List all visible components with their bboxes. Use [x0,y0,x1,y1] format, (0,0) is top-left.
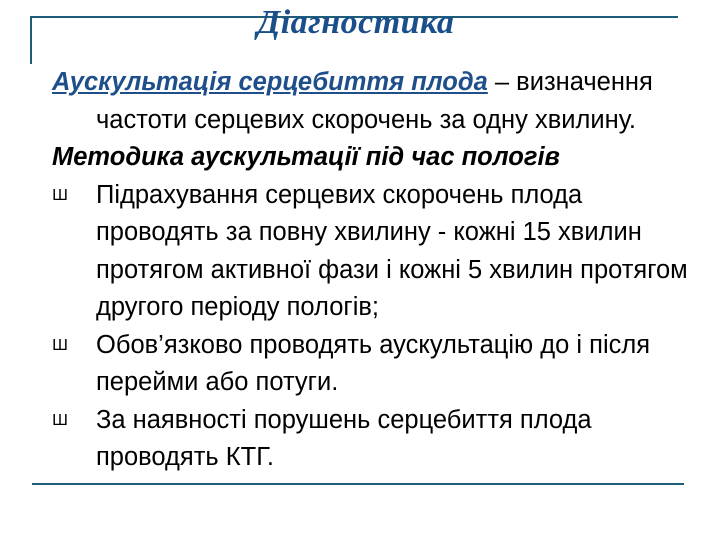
bullet-item [52,327,712,402]
slide-title: Діагностика [257,4,455,41]
bottom-rule [32,483,684,485]
bullet-text: Обов’язково проводять аускультацію до і після перейми або потуги. [96,330,651,396]
bullet-item [52,402,712,477]
method-heading: Методика аускультації під час пологів [52,143,560,171]
bullet-marker-icon: Ш [52,185,69,204]
bullet-text: Підрахування серцевих скорочень плода проводять за повну хвилину - кожні 15 хвилин протягом активної фази і кожні 5 хвилин протягом другого періоду пологів; [96,180,688,321]
bullet-text: За наявності порушень серцебиття плода проводять КТГ. [96,405,592,471]
bullet-marker-icon: Ш [52,335,69,354]
slide-body [52,64,712,477]
definition-text: – визначення частоти серцевих скорочень за одну хвилину. [96,68,653,134]
definition-term: Аускультація серцебиття плода [52,68,488,96]
left-rule [30,16,32,64]
bullet-marker-icon: Ш [52,410,69,429]
definition-paragraph [52,64,712,139]
bullet-item [52,177,712,327]
